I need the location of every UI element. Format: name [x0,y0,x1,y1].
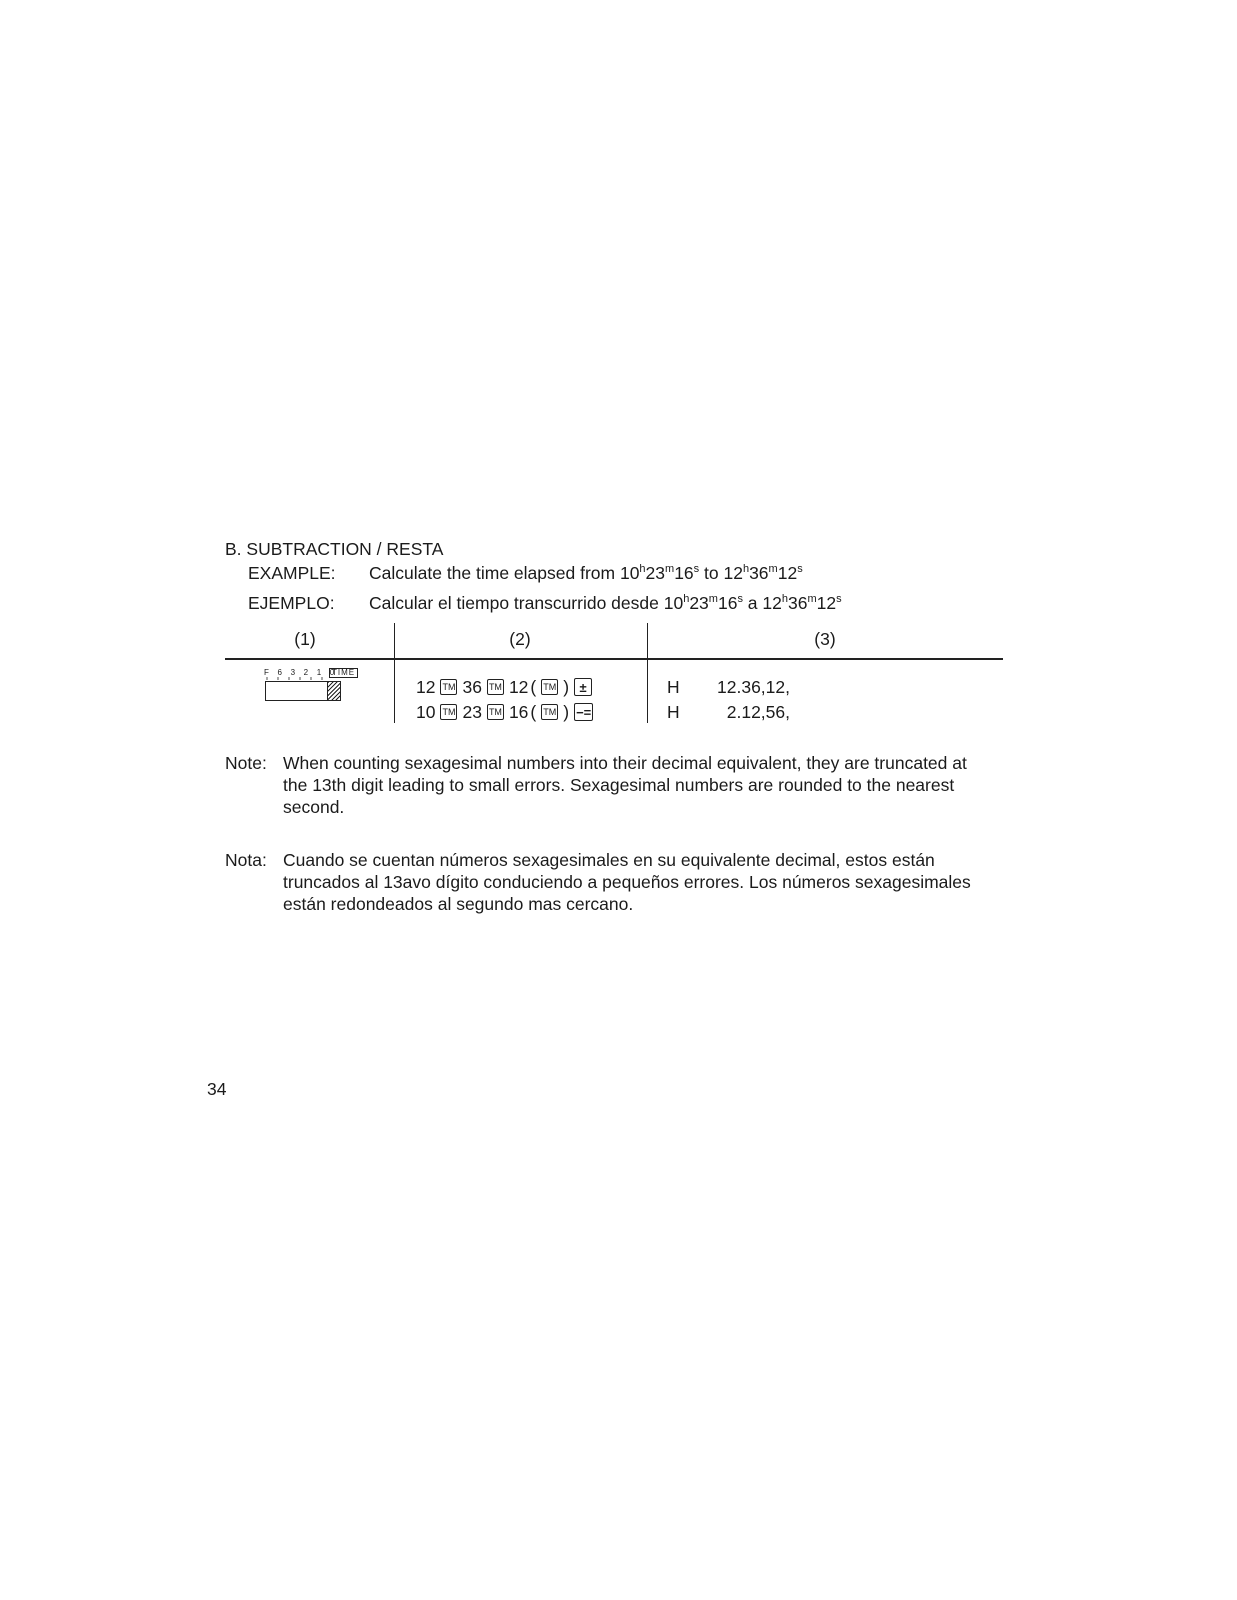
switch-ticks-icon [265,677,327,680]
example-label: EXAMPLE: [248,563,336,583]
example-text: Calculate the time elapsed from 10$^h$23$^m$16$^s$ to 12$^h$36$^m$12$^s$ [369,563,803,583]
ejemplo-text: Calcular el tiempo transcurrido desde 10$^h$23$^m$16$^s$ a 12$^h$36$^m$12$^s$ [369,593,842,613]
plus-minus-key-icon: ± [574,678,592,696]
ejemplo-label: EJEMPLO: [248,593,335,613]
tm-key-icon: TM [440,704,457,720]
result-value: 12.36,12, [717,677,790,697]
column-header-3: (3) [814,629,836,649]
tm-key-icon: TM [487,704,504,720]
nota-label: Nota: [225,850,267,870]
result-value: 2.12,56, [726,702,790,722]
key-sequence-row: 10 TM 23 TM 16 ( TM ) −= [416,702,592,722]
column-divider-2 [647,623,648,723]
time-mode-indicator: TIME [329,668,358,678]
result-symbol: H [667,702,680,722]
section-title: B. SUBTRACTION / RESTA [225,539,444,559]
nota-text: Cuando se cuentan números sexagesimales en su equivalente decimal, estos están truncados al 13avo dígito conduciendo a pequeños errores. Los números sexagesimales están redondeados al segundo mas cercano. [283,850,971,914]
display-window [265,681,341,701]
note-text: When counting sexagesimal numbers into their decimal equivalent, they are truncated at the 13th digit leading to small errors. Sexagesimal numbers are rounded to the nearest second. [283,753,967,817]
tm-key-icon: TM [440,679,457,695]
tm-key-icon: TM [541,704,558,720]
minus-equals-key-icon: −= [576,704,592,720]
page-number: 34 [207,1079,227,1099]
tm-key-icon: TM [541,679,558,695]
column-header-1: (1) [294,629,316,649]
column-divider-1 [394,623,395,723]
note-label: Note: [225,753,267,773]
result-symbol: H [667,677,680,697]
column-header-2: (2) [509,629,531,649]
display-hatch-icon [327,682,340,700]
key-sequence-row: 12 TM 36 TM 12 ( TM ) ± [415,676,596,698]
switch-position-labels: F 6 3 2 1 0 [264,668,338,677]
table-header-rule [225,658,1003,660]
tm-key-icon: TM [487,679,504,695]
calculator-display-icon [264,669,364,705]
